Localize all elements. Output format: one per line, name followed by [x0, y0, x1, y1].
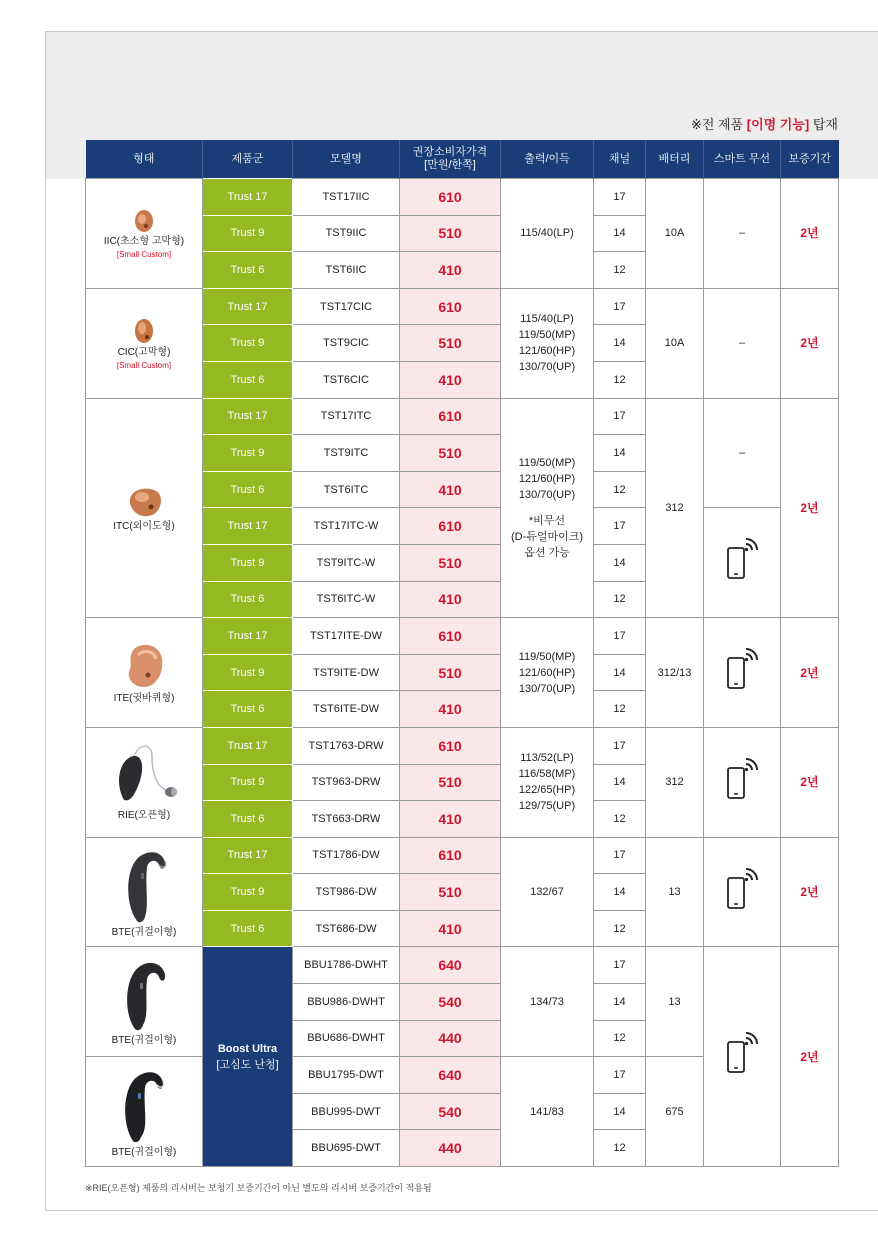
price-cell: 610 — [400, 618, 501, 655]
smart-wireless-cell: – — [704, 398, 781, 508]
header-family: 제품군 — [203, 140, 293, 179]
price-cell: 510 — [400, 215, 501, 252]
product-spec-table — [85, 140, 839, 1167]
output-cell: 115/40(LP) — [501, 179, 594, 289]
model-cell: TST686-DW — [293, 910, 400, 947]
family-cell: Trust 17 — [203, 288, 293, 325]
iic-hearing-aid-image — [131, 206, 157, 234]
table-row — [86, 398, 839, 435]
battery-cell: 13 — [646, 947, 704, 1057]
family-cell: Trust 9 — [203, 435, 293, 472]
price-cell: 510 — [400, 874, 501, 911]
family-cell: Trust 9 — [203, 325, 293, 362]
model-cell: TST9ITC — [293, 435, 400, 472]
battery-cell: 10A — [646, 288, 704, 398]
smartphone-wireless-icon — [724, 868, 760, 912]
table-row — [86, 618, 839, 655]
smartphone-wireless-icon — [724, 538, 760, 582]
price-cell: 440 — [400, 1130, 501, 1167]
channel-cell: 14 — [594, 325, 646, 362]
channel-cell: 17 — [594, 508, 646, 545]
warranty-cell: 2년 — [781, 179, 839, 289]
family-cell: Trust 17 — [203, 837, 293, 874]
warranty-cell: 2년 — [781, 837, 839, 947]
smartphone-wireless-icon — [724, 648, 760, 692]
smart-wireless-cell — [704, 508, 781, 618]
family-cell: Trust 17 — [203, 727, 293, 764]
model-cell: TST1763-DRW — [293, 727, 400, 764]
price-cell: 610 — [400, 508, 501, 545]
output-line: 122/65(HP) — [518, 784, 576, 797]
price-cell: 410 — [400, 471, 501, 508]
model-cell: TST6CIC — [293, 361, 400, 398]
price-cell: 510 — [400, 435, 501, 472]
family-cell: Trust 9 — [203, 544, 293, 581]
battery-cell: 10A — [646, 179, 704, 289]
channel-cell: 12 — [594, 691, 646, 728]
table-row — [86, 179, 839, 216]
output-line: 115/40(LP) — [520, 313, 574, 326]
warranty-cell: 2년 — [781, 727, 839, 837]
output-note-line: 옵션 가능 — [524, 546, 570, 559]
model-cell: TST17IIC — [293, 179, 400, 216]
family-cell: Trust 6 — [203, 801, 293, 838]
model-cell: BBU695-DWT — [293, 1130, 400, 1167]
channel-cell: 12 — [594, 801, 646, 838]
output-line: 130/70(UP) — [518, 488, 576, 501]
channel-cell: 17 — [594, 1057, 646, 1094]
channel-cell: 12 — [594, 471, 646, 508]
battery-cell: 312 — [646, 398, 704, 618]
type-subtitle: [Small Custom] — [116, 250, 172, 260]
smartphone-wireless-icon — [724, 1032, 760, 1076]
type-name: BTE(귀걸이형) — [111, 927, 177, 939]
model-cell: BBU1786-DWHT — [293, 947, 400, 984]
model-cell: TST9ITC-W — [293, 544, 400, 581]
output-line: 119/50(MP) — [518, 650, 576, 663]
model-cell: TST663-DRW — [293, 801, 400, 838]
header-row — [86, 140, 839, 179]
output-line: 129/75(UP) — [518, 800, 576, 813]
warranty-cell: 2년 — [781, 398, 839, 618]
model-cell: TST17ITC — [293, 398, 400, 435]
output-cell: 134/73 — [501, 947, 594, 1057]
battery-cell: 312/13 — [646, 618, 704, 728]
price-cell: 610 — [400, 288, 501, 325]
output-cell — [501, 398, 594, 618]
channel-cell: 17 — [594, 947, 646, 984]
channel-cell: 12 — [594, 1130, 646, 1167]
channel-cell: 14 — [594, 544, 646, 581]
price-cell: 510 — [400, 325, 501, 362]
ite-hearing-aid-image — [122, 641, 166, 691]
battery-cell: 312 — [646, 727, 704, 837]
price-cell: 640 — [400, 947, 501, 984]
type-name: BTE(귀걸이형) — [111, 1146, 177, 1158]
model-cell: BBU686-DWHT — [293, 1020, 400, 1057]
output-note-line: *비무선 — [528, 514, 566, 527]
model-cell: TST6ITC-W — [293, 581, 400, 618]
channel-cell: 14 — [594, 435, 646, 472]
model-cell: TST9ITE-DW — [293, 654, 400, 691]
channel-cell: 14 — [594, 874, 646, 911]
family-cell: Trust 9 — [203, 874, 293, 911]
family-cell: Trust 6 — [203, 252, 293, 289]
family-cell: Trust 6 — [203, 471, 293, 508]
header-type: 형태 — [86, 140, 203, 179]
family-cell: Trust 17 — [203, 179, 293, 216]
type-name: ITE(귓바퀴형) — [113, 692, 175, 704]
price-cell: 610 — [400, 179, 501, 216]
table-row — [86, 947, 839, 984]
price-cell: 410 — [400, 801, 501, 838]
model-cell: TST9IIC — [293, 215, 400, 252]
family-name: Boost Ultra — [217, 1042, 278, 1055]
type-cell-iic — [86, 179, 203, 289]
smartphone-wireless-icon — [724, 758, 760, 802]
family-cell: Trust 17 — [203, 618, 293, 655]
type-cell-boost-a — [86, 947, 203, 1057]
model-cell: TST1786-DW — [293, 837, 400, 874]
channel-cell: 17 — [594, 727, 646, 764]
itc-hearing-aid-image — [124, 483, 164, 519]
family-cell: Trust 6 — [203, 361, 293, 398]
output-line: 130/70(UP) — [518, 682, 576, 695]
cic-hearing-aid-image — [131, 315, 157, 345]
output-note-line: (D-듀얼마이크) — [510, 530, 584, 543]
family-cell: Trust 6 — [203, 581, 293, 618]
output-line: 121/60(HP) — [518, 345, 576, 358]
output-cell: 132/67 — [501, 837, 594, 947]
family-cell: Trust 17 — [203, 508, 293, 545]
smart-wireless-cell — [704, 947, 781, 1167]
output-line: 119/50(MP) — [518, 456, 576, 469]
price-cell: 640 — [400, 1057, 501, 1094]
table-row — [86, 288, 839, 325]
type-name: ITC(외이도형) — [113, 520, 175, 532]
channel-cell: 14 — [594, 984, 646, 1021]
model-cell: BBU995-DWT — [293, 1093, 400, 1130]
channel-cell: 14 — [594, 764, 646, 801]
model-cell: TST986-DW — [293, 874, 400, 911]
channel-cell: 17 — [594, 618, 646, 655]
smart-wireless-cell — [704, 727, 781, 837]
channel-cell: 12 — [594, 361, 646, 398]
channel-cell: 12 — [594, 910, 646, 947]
price-cell: 610 — [400, 727, 501, 764]
type-cell-rie — [86, 727, 203, 837]
channel-cell: 17 — [594, 288, 646, 325]
model-cell: TST6IIC — [293, 252, 400, 289]
price-cell: 610 — [400, 837, 501, 874]
channel-cell: 14 — [594, 654, 646, 691]
model-cell: TST6ITE-DW — [293, 691, 400, 728]
type-name: IIC(초소형 고막형) — [103, 236, 185, 248]
price-cell: 410 — [400, 252, 501, 289]
warranty-cell: 2년 — [781, 947, 839, 1167]
price-cell: 540 — [400, 1093, 501, 1130]
model-cell: TST17ITE-DW — [293, 618, 400, 655]
header-warranty: 보증기간 — [781, 140, 839, 179]
family-cell: Trust 9 — [203, 654, 293, 691]
smart-wireless-cell — [704, 837, 781, 947]
header-output: 출력/이득 — [501, 140, 594, 179]
battery-cell: 675 — [646, 1057, 704, 1167]
type-cell-cic — [86, 288, 203, 398]
type-cell-itc — [86, 398, 203, 618]
price-cell: 510 — [400, 544, 501, 581]
output-line: 119/50(MP) — [518, 329, 576, 342]
channel-cell: 12 — [594, 581, 646, 618]
price-cell: 410 — [400, 361, 501, 398]
model-cell: BBU986-DWHT — [293, 984, 400, 1021]
output-line: 121/60(HP) — [518, 472, 576, 485]
type-cell-boost-b — [86, 1057, 203, 1167]
warranty-cell: 2년 — [781, 288, 839, 398]
family-cell: Trust 6 — [203, 691, 293, 728]
channel-cell: 14 — [594, 215, 646, 252]
output-line: 121/60(HP) — [518, 666, 576, 679]
family-cell-boost-ultra — [203, 947, 293, 1167]
spacer — [501, 503, 593, 513]
price-cell: 440 — [400, 1020, 501, 1057]
bte-boost-hearing-aid-image — [119, 957, 169, 1033]
price-cell: 410 — [400, 691, 501, 728]
output-line: 113/52(LP) — [520, 752, 574, 765]
price-cell: 510 — [400, 764, 501, 801]
price-cell: 510 — [400, 654, 501, 691]
rie-hearing-aid-image — [104, 742, 184, 808]
channel-cell: 17 — [594, 837, 646, 874]
model-cell: TST9CIC — [293, 325, 400, 362]
family-subtitle: [고심도 난청] — [216, 1058, 279, 1071]
price-cell: 610 — [400, 398, 501, 435]
smart-wireless-cell — [704, 618, 781, 728]
type-name: CIC(고막형) — [117, 347, 171, 359]
price-cell: 410 — [400, 581, 501, 618]
price-cell: 540 — [400, 984, 501, 1021]
model-cell: TST963-DRW — [293, 764, 400, 801]
model-cell: BBU1795-DWT — [293, 1057, 400, 1094]
channel-cell: 12 — [594, 252, 646, 289]
family-cell: Trust 9 — [203, 764, 293, 801]
model-cell: TST6ITC — [293, 471, 400, 508]
type-cell-ite — [86, 618, 203, 728]
output-cell — [501, 727, 594, 837]
header-model: 모델명 — [293, 140, 400, 179]
feature-note: ※전 제품 [이명 기능] 탑재 — [690, 117, 838, 132]
bte-hearing-aid-image — [119, 845, 169, 925]
output-line: 116/58(MP) — [518, 768, 576, 781]
table-row — [86, 837, 839, 874]
channel-cell: 14 — [594, 1093, 646, 1130]
channel-cell: 17 — [594, 179, 646, 216]
battery-cell: 13 — [646, 837, 704, 947]
price-cell: 410 — [400, 910, 501, 947]
type-name: BTE(귀걸이형) — [111, 1034, 177, 1046]
table-row — [86, 727, 839, 764]
channel-cell: 12 — [594, 1020, 646, 1057]
family-cell: Trust 6 — [203, 910, 293, 947]
output-cell — [501, 288, 594, 398]
smart-wireless-cell: – — [704, 179, 781, 289]
bte-boost-power-hearing-aid-image — [119, 1065, 169, 1145]
output-line: 130/70(UP) — [518, 361, 576, 374]
output-cell — [501, 618, 594, 728]
channel-cell: 17 — [594, 398, 646, 435]
output-cell: 141/83 — [501, 1057, 594, 1167]
type-cell-bte — [86, 837, 203, 947]
header-battery: 배터리 — [646, 140, 704, 179]
smart-wireless-cell: – — [704, 288, 781, 398]
header-smart-wireless: 스마트 무선 — [704, 140, 781, 179]
header-price: 권장소비자가격 [만원/한쪽] — [400, 140, 501, 179]
header-channel: 채널 — [594, 140, 646, 179]
warranty-cell: 2년 — [781, 618, 839, 728]
family-cell: Trust 17 — [203, 398, 293, 435]
family-cell: Trust 9 — [203, 215, 293, 252]
model-cell: TST17ITC-W — [293, 508, 400, 545]
footnote: ※RIE(오픈형) 제품의 리시버는 보청기 보증기간이 아닌 별도의 리시버 보증기간이 적용됨 — [85, 1183, 432, 1193]
type-subtitle: [Small Custom] — [116, 361, 172, 371]
type-name: RIE(오픈형) — [117, 810, 171, 822]
model-cell: TST17CIC — [293, 288, 400, 325]
